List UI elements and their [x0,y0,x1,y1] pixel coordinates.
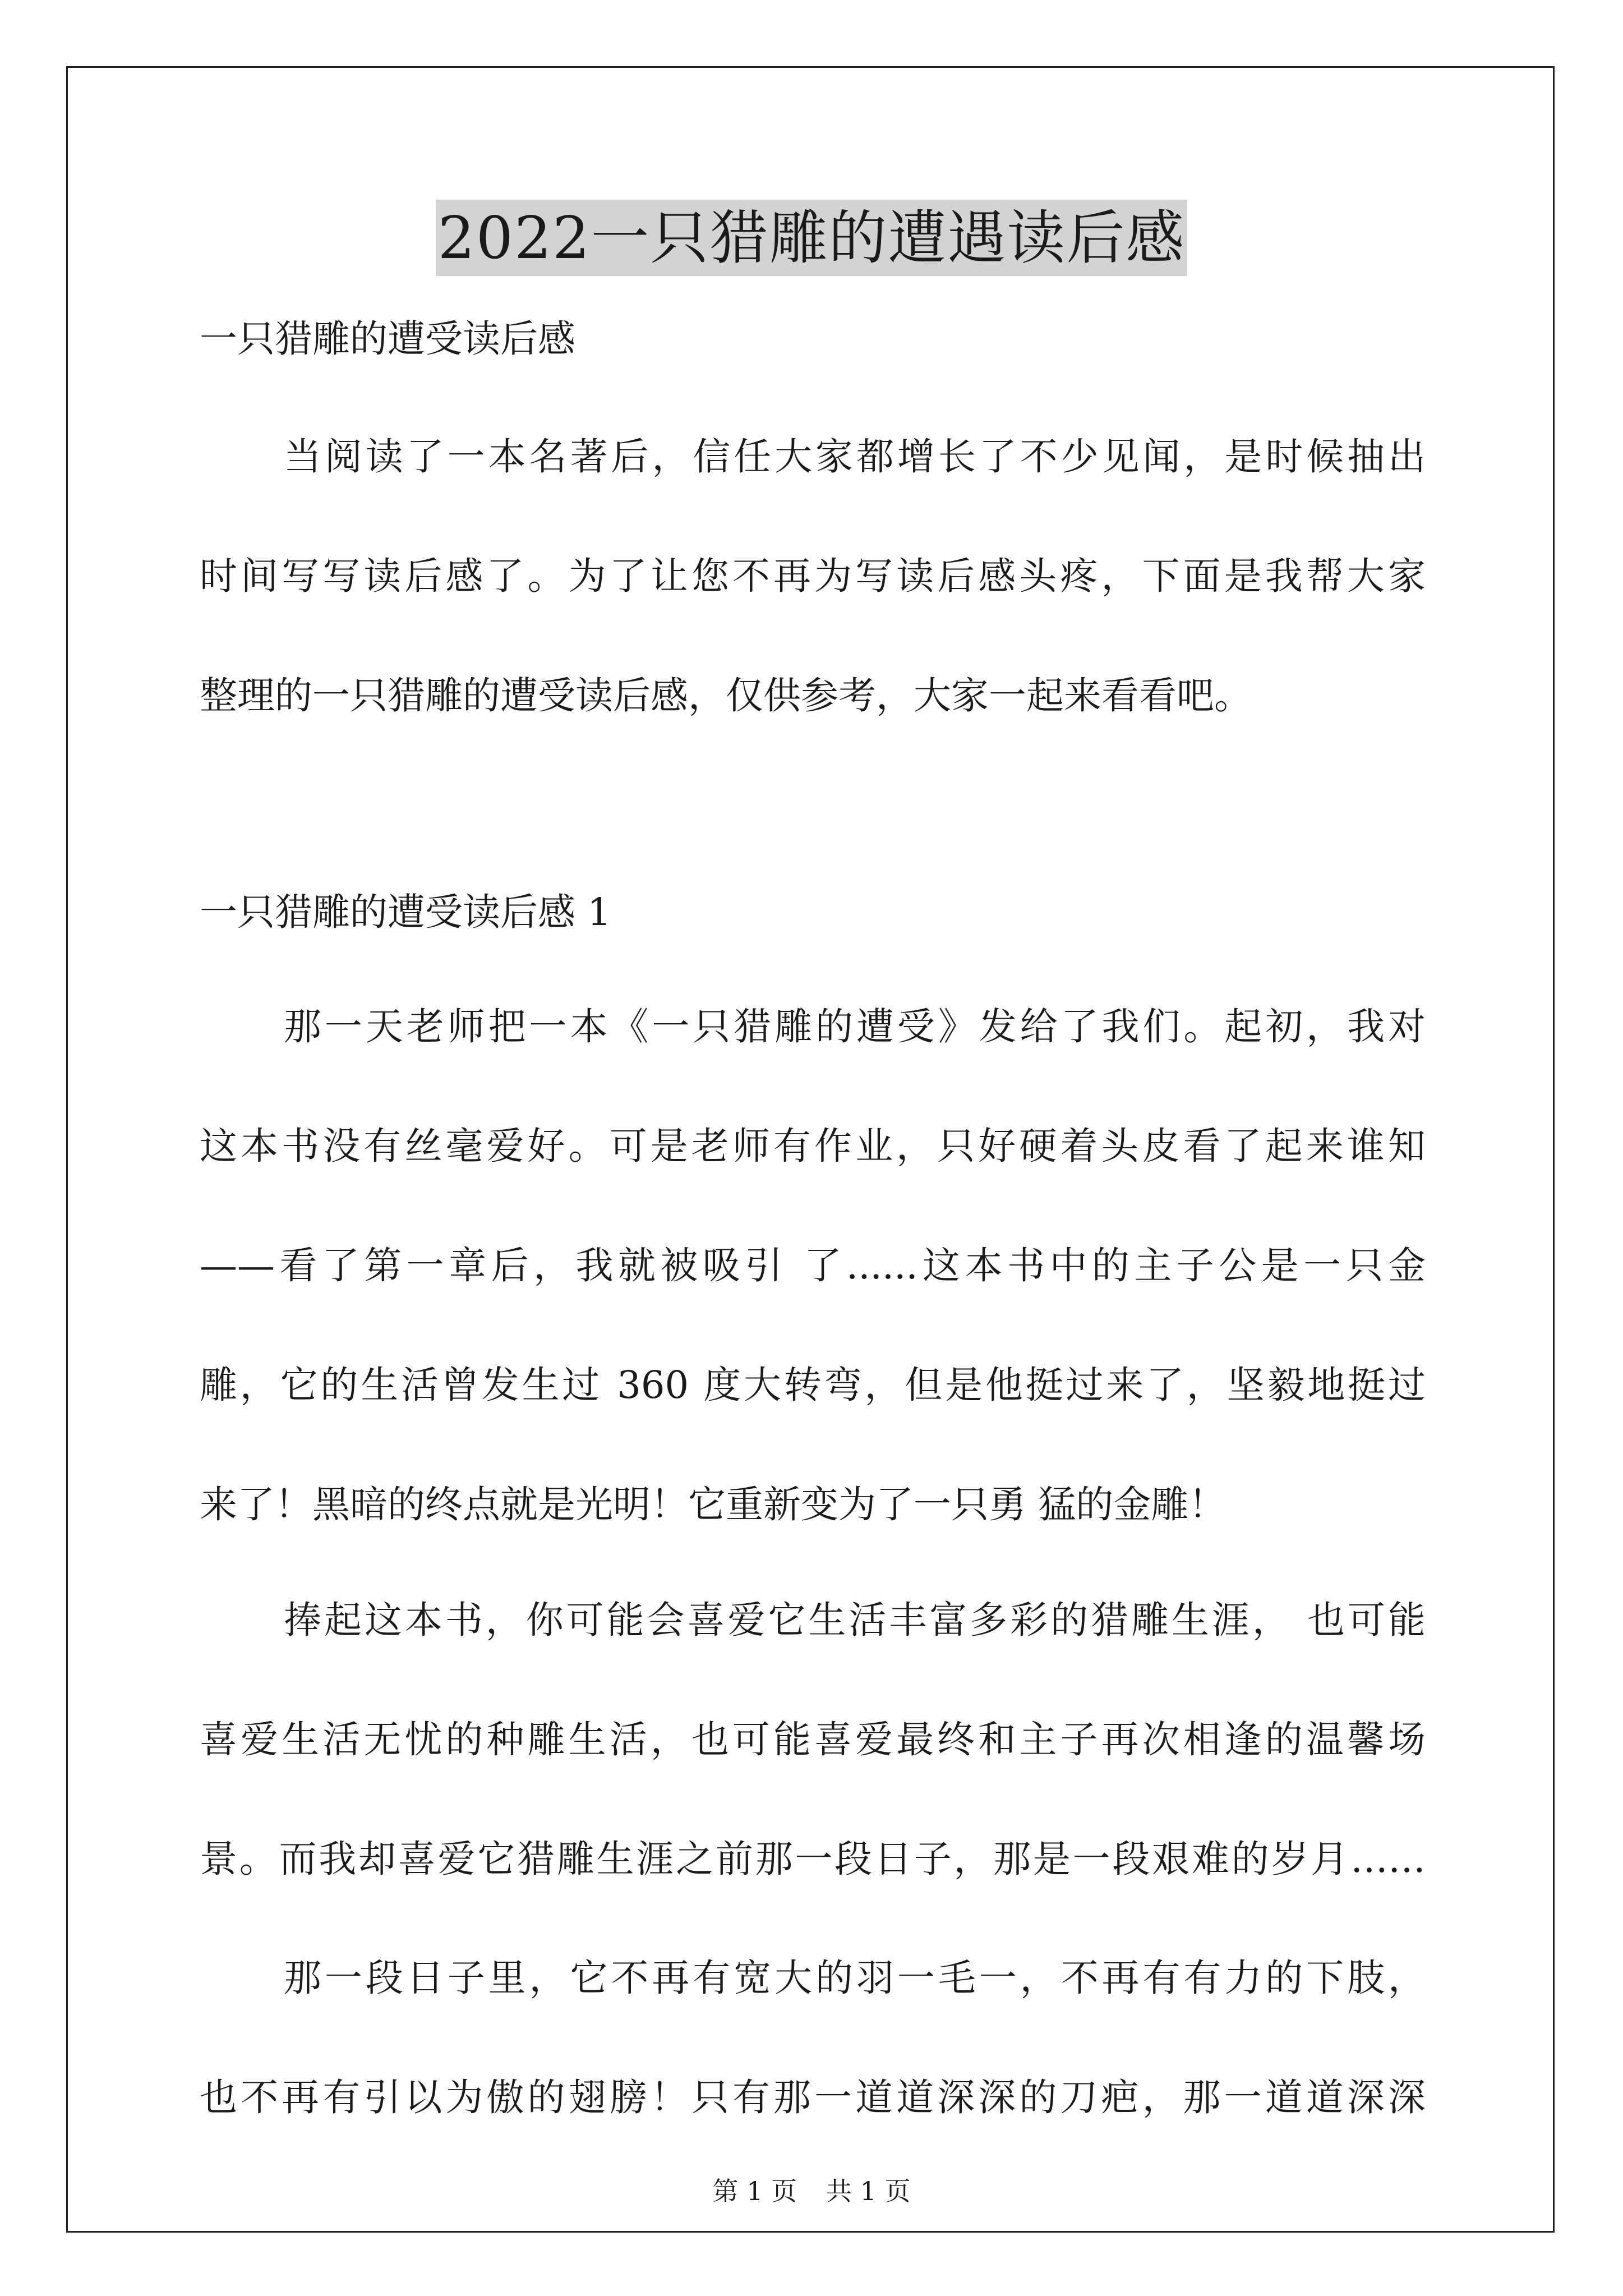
intro-line-3: 整理的一只猎雕的遭受读后感，仅供参考，大家一起来看看吧。 [200,674,1252,717]
paragraph-1 [200,1000,1426,1531]
para2-line-3: 景。而我却喜爱它猎雕生涯之前那一段日子，那是一段艰难的岁月…… [200,1837,1426,1881]
page-total: 共 1 页 [826,2176,911,2206]
page-footer [0,2174,1623,2208]
section-heading: 一只猎雕的遭受读后感 1 [200,890,611,934]
intro-heading-block [200,312,1426,366]
para2-line-2: 喜爱生活无忧的种雕生活，也可能喜爱最终和主子再次相逢的温馨场 [200,1718,1426,1761]
para1-line-5: 来了！黑暗的终点就是光明！它重新变为了一只勇 猛的金雕！ [200,1483,1227,1526]
para1-line-2: 这本书没有丝毫爱好。可是老师有作业，只好硬着头皮看了起来谁知 [200,1124,1426,1168]
intro-line-1: 当阅读了一本名著后，信任大家都增长了不少见闻，是时候抽出 [284,435,1426,478]
intro-line-2: 时间写写读后感了。为了让您不再为写读后感头疼，下面是我帮大家 [200,554,1426,598]
para1-line-1: 那一天老师把一本《一只猎雕的遭受》发给了我们。起初，我对 [284,1005,1426,1048]
intro-heading: 一只猎雕的遭受读后感 [200,317,575,361]
title-container [0,200,1623,276]
paragraph-3 [200,1951,1426,2124]
para1-line-3: ——看了第一章后，我就被吸引 了......这本书中的主子公是一只金 [200,1244,1426,1287]
para1-line-4: 雕，它的生活曾发生过 360 度大转弯，但是他挺过来了，坚毅地挺过 [200,1363,1426,1407]
page-number: 第 1 页 [712,2176,797,2206]
para3-line-2: 也不再有引以为傲的翅膀！只有那一道道深深的刀疤，那一道道深深 [200,2076,1426,2119]
para3-line-1: 那一段日子里，它不再有宽大的羽一毛一，不再有有力的下肢， [284,1956,1426,2000]
paragraph-2 [200,1593,1426,1886]
para2-line-1: 捧起这本书，你可能会喜爱它生活丰富多彩的猎雕生涯， 也可能 [284,1598,1426,1642]
intro-paragraph [200,430,1426,723]
document-title: 2022一只猎雕的遭遇读后感 [436,200,1188,276]
section-heading-block [200,885,1426,939]
